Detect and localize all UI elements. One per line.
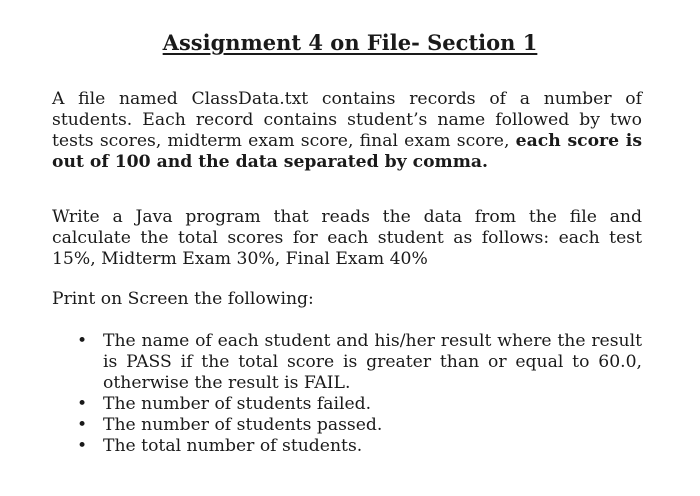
intro-bold-text: each score is out of 100 and the data separated by comma. [52, 131, 642, 172]
requirements-list [52, 331, 642, 457]
bullet-icon: • [77, 415, 88, 435]
page-title: Assignment 4 on File- Section 1 [162, 30, 538, 55]
intro-text: A file named ClassData.txt contains records of a number of students. Each record contains student’s name followed by two tests scores, midterm exam score, final exam score, [52, 89, 642, 151]
list-item-text: The number of students failed. [103, 394, 372, 414]
list-item [52, 436, 642, 457]
list-item [52, 394, 642, 415]
bullet-icon: • [77, 394, 88, 414]
list-item [52, 331, 642, 394]
list-item-text: The number of students passed. [103, 415, 383, 435]
task-paragraph: Write a Java program that reads the data from the file and calculate the total scores for each student as follows: each test 15%, Midterm Exam 30%, Final Exam 40% [52, 207, 642, 269]
bullet-icon: • [77, 331, 88, 351]
list-item-text: The total number of students. [103, 436, 363, 456]
list-item [52, 415, 642, 436]
intro-paragraph [52, 89, 642, 173]
list-item-text: The name of each student and his/her result where the result is PASS if the total score is greater than or equal to 60.0, otherwise the result is FAIL. [103, 331, 642, 393]
print-heading: Print on Screen the following: [52, 289, 314, 309]
bullet-icon: • [77, 436, 88, 456]
